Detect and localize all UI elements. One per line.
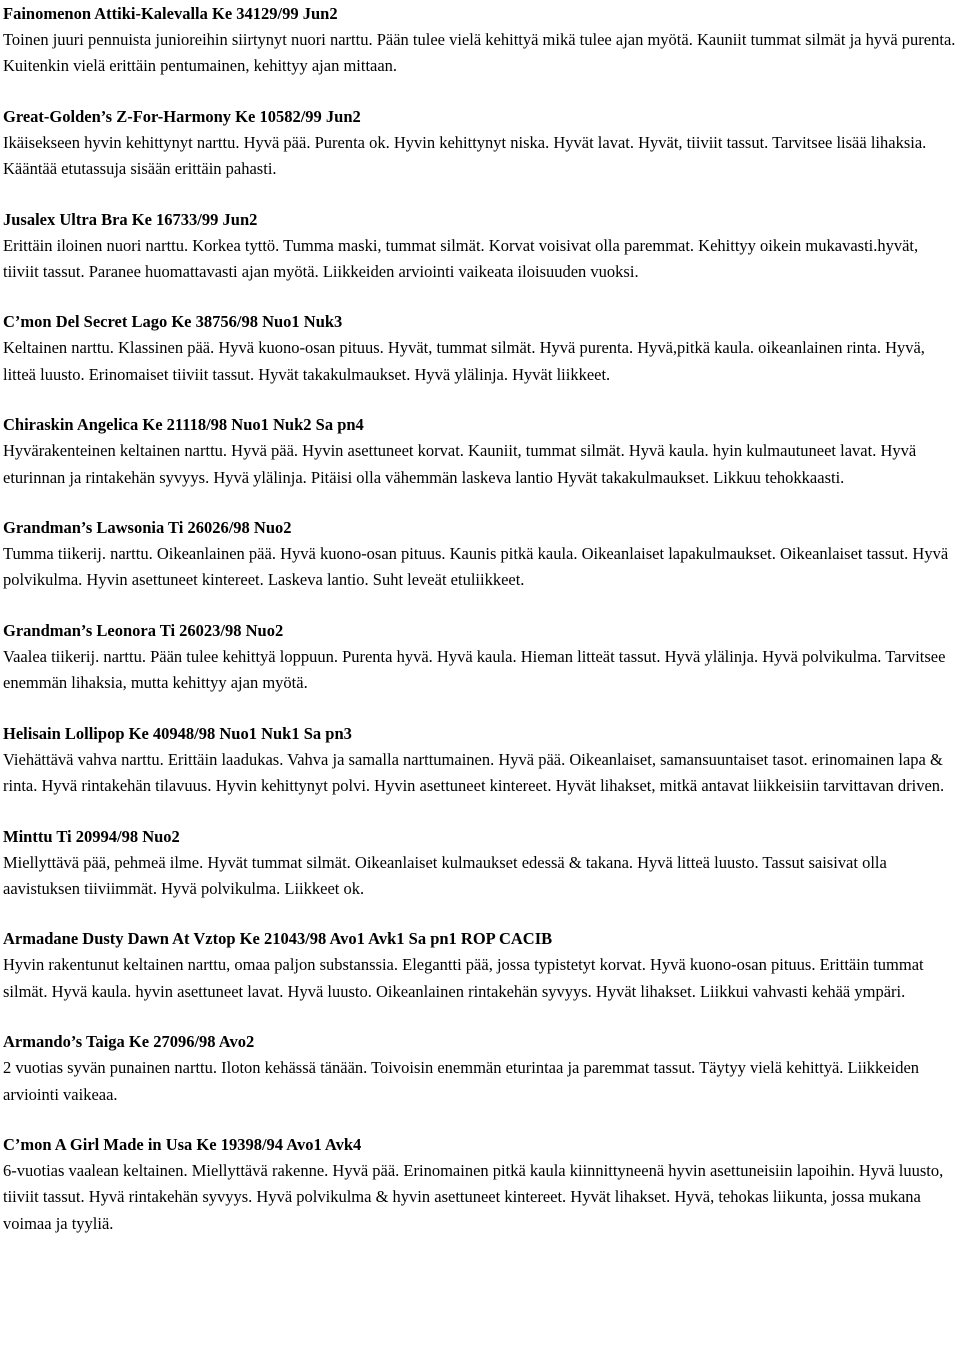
dog-entry <box>3 721 957 800</box>
dog-entry <box>3 618 957 697</box>
dog-entry-title: Grandman’s Leonora Ti 26023/98 Nuo2 <box>3 620 284 640</box>
dog-entry-critique: Ikäisekseen hyvin kehittynyt narttu. Hyvä pää. Purenta ok. Hyvin kehittynyt niska. Hyvät lavat. Hyvät, tiiviit tassut. Tarvitsee lisää lihaksia. Kääntää etutassuja sisään erittäin pahasti. <box>3 132 927 179</box>
dog-entry <box>3 1029 957 1108</box>
dog-entry-critique: Miellyttävä pää, pehmeä ilme. Hyvät tummat silmät. Oikeanlaiset kulmaukset edessä & takana. Hyvä litteä luusto. Tassut saisivat olla aavistuksen tiiviimmät. Hyvä polvikulma. Liikkeet ok. <box>3 852 887 898</box>
dog-entry <box>3 104 957 183</box>
dog-entry-title: Fainomenon Attiki-Kalevalla Ke 34129/99 Jun2 <box>3 4 338 23</box>
dog-entry-critique: 6-vuotias vaalean keltainen. Miellyttävä rakenne. Hyvä pää. Erinomainen pitkä kaula kiinnittyneenä hyvin asettuneisiin lapoihin. Hyvä luusto, tiiviit tassut. Hyvä rintakehän syvyys. Hyvä polvikulma & hyvin asettuneet kintereet. Hyvät lihakset. Hyvä, tehokas liikunta, jossa mukana voimaa ja tyyliä. <box>3 1160 944 1233</box>
dog-entry-title: Helisain Lollipop Ke 40948/98 Nuo1 Nuk1 Sa pn3 <box>3 723 352 743</box>
dog-entry-critique: Hyvin rakentunut keltainen narttu, omaa paljon substanssia. Eleganttі pää, jossa typistetyt korvat. Hyvä kuono-osan pituus. Erittäin tummat silmät. Hyvä kaula. hyvin asettuneet lavat. Hyvä luusto. Oikeanlainen rintakehän syvyys. Hyvät lihakset. Liikkui vahvasti kehää ympäri. <box>3 955 924 1001</box>
dog-entry-title: Armadane Dusty Dawn At Vztop Ke 21043/98 Avo1 Avk1 Sa pn1 ROP CACIB <box>3 929 553 949</box>
dog-entry-critique: 2 vuotias syvän punainen narttu. Iloton kehässä tänään. Toivoisin enemmän eturintaa ja paremmat tassut. Täytyy vielä kehittyä. Liikkeiden arviointi vaikeaa. <box>3 1058 920 1104</box>
dog-entry-title: Great-Golden’s Z-For-Harmony Ke 10582/99 Jun2 <box>3 106 361 126</box>
dog-entry-title: C’mon Del Secret Lago Ke 38756/98 Nuo1 Nuk3 <box>3 312 343 332</box>
dog-entry <box>3 207 957 286</box>
dog-entry-title: Armando’s Taiga Ke 27096/98 Avo2 <box>3 1032 255 1052</box>
dog-entry <box>3 515 957 594</box>
dog-entry-title: Chiraskin Angelica Ke 21118/98 Nuo1 Nuk2 Sa pn4 <box>3 415 364 435</box>
dog-entry-critique: Viehättävä vahva narttu. Erittäin laadukas. Vahva ja samalla narttumainen. Hyvä pää. Oikeanlaiset, samansuuntaiset tasot. erinomainen lapa & rinta. Hyvä rintakehän tilavuus. Hyvin kehittynyt polvi. Hyvin asettuneet kintereet. Hyvät lihakset, mitkä antavat liikkeisiin tarvittavan driven. <box>3 749 945 796</box>
dog-entry-critique: Hyvärakenteinen keltainen narttu. Hyvä pää. Hyvin asettuneet korvat. Kauniit, tummat silmät. Hyvä kaula. hyin kulmautuneet lavat. Hyvä eturinnan ja rintakehän syvyys. Hyvä ylälinja. Pitäisi olla vähemmän laskeva lantio Hyvät takakulmaukset. Likkuu tehokkaasti. <box>3 441 917 487</box>
dog-entry <box>3 824 957 903</box>
dog-entry-critique: Erittäin iloinen nuori narttu. Korkea tyttö. Tumma maski, tummat silmät. Korvat voisivat olla paremmat. Kehittyy oikein mukavasti.hyvät, tiiviit tassut. Paranee huomattavasti ajan myötä. Liikkeiden arviointi vaikeata iloisuuden vuoksi. <box>3 235 919 282</box>
dog-entry <box>3 309 957 388</box>
dog-entry <box>3 412 957 491</box>
dog-entry-critique: Tumma tiikerij. narttu. Oikeanlainen pää. Hyvä kuono-osan pituus. Kaunis pitkä kaula. Oikeanlaiset lapakulmaukset. Oikeanlaiset tassut. Hyvä polvikulma. Hyvin asettuneet kintereet. Laskeva lantio. Suht leveät etuliikkeet. <box>3 544 949 590</box>
dog-entry-critique: Toinen juuri pennuista junioreihin siirtynyt nuori narttu. Pään tulee vielä kehittyä mikä tulee ajan myötä. Kauniit tummat silmät ja hyvä purenta. Kuitenkin vielä erittäin pentumainen, kehittyy ajan mittaan. <box>3 30 956 76</box>
dog-entry <box>3 926 957 1005</box>
dog-entry-title: Minttu Ti 20994/98 Nuo2 <box>3 826 180 846</box>
dog-entry <box>3 1132 957 1237</box>
dog-entry-title: Jusalex Ultra Bra Ke 16733/99 Jun2 <box>3 209 258 229</box>
dog-entry-title: Grandman’s Lawsonia Ti 26026/98 Nuo2 <box>3 518 292 538</box>
dog-entry <box>3 1 957 80</box>
dog-entry-critique: Vaalea tiikerij. narttu. Pään tulee kehittyä loppuun. Purenta hyvä. Hyvä kaula. Hieman litteät tassut. Hyvä ylälinja. Hyvä polvikulma. Tarvitsee enemmän lihaksia, mutta kehittyy ajan myötä. <box>3 646 946 693</box>
dog-entry-critique: Keltainen narttu. Klassinen pää. Hyvä kuono-osan pituus. Hyvät, tummat silmät. Hyvä purenta. Hyvä,pitkä kaula. oikeanlainen rinta. Hyvä, litteä luusto. Erinomaiset tiiviit tassut. Hyvät takakulmaukset. Hyvä ylälinja. Hyvät liikkeet. <box>3 338 925 384</box>
dog-entry-title: C’mon A Girl Made in Usa Ke 19398/94 Avo1 Avk4 <box>3 1134 362 1154</box>
